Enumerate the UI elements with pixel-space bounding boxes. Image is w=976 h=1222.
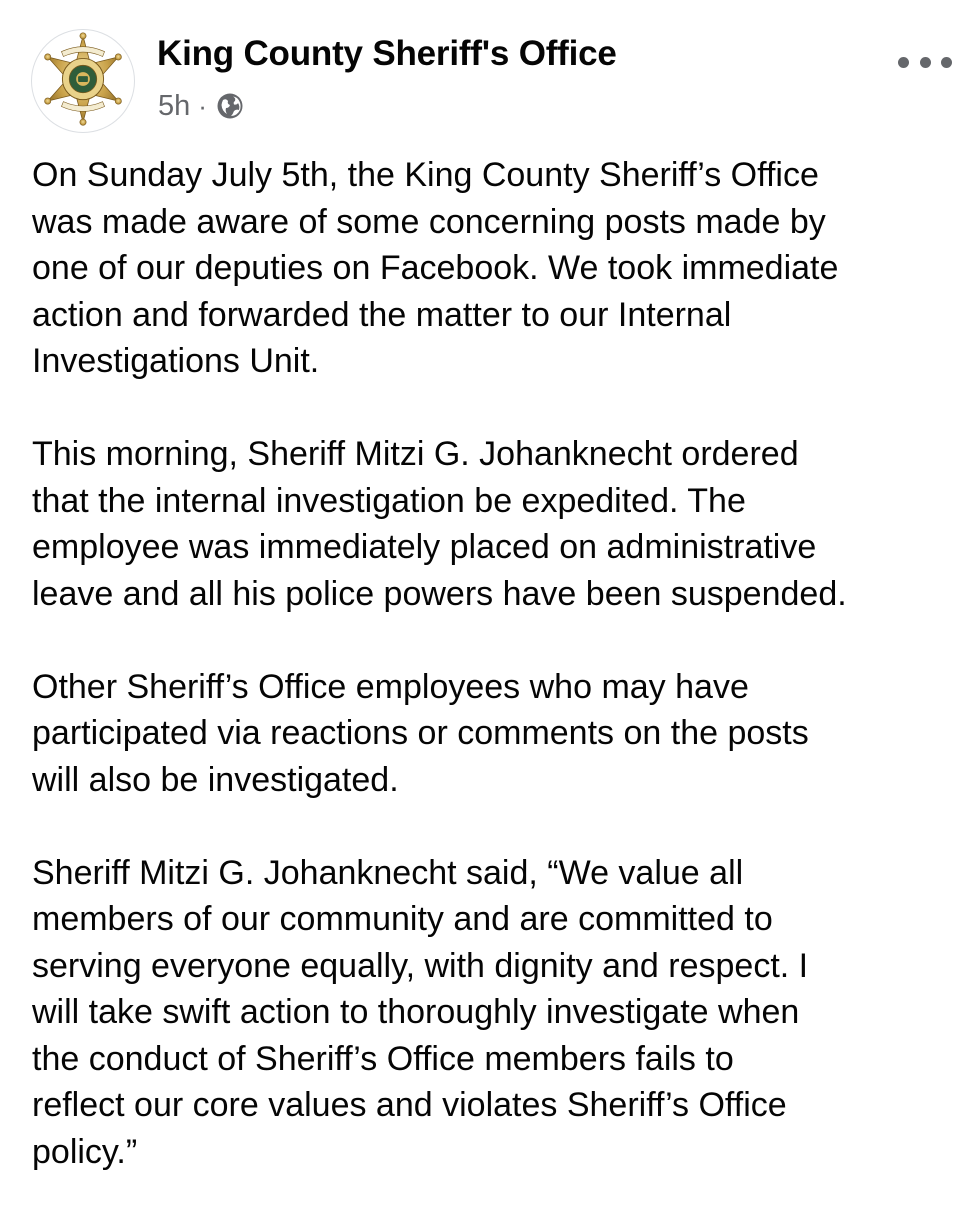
more-dot [898,57,909,68]
post-text-line: employee was immediately placed on administrative [32,528,817,566]
post-text-line: Investigations Unit. [32,342,320,380]
post-text-line: serving everyone equally, with dignity and respect. I [32,946,809,985]
post-text-line: that the internal investigation be expedited. The [32,481,746,520]
meta-separator: · [198,90,207,121]
post-text-line: On Sunday July 5th, the King County Sheriff’s Office [32,156,819,194]
post-paragraph-4 [32,850,962,1176]
post-text-line: Other Sheriff’s Office employees who may have [32,667,749,706]
post-paragraph-3 [32,664,962,804]
more-dot [941,57,952,68]
page-avatar[interactable] [31,29,135,133]
post-text-line: reflect our core values and violates Sheriff’s Office [32,1086,787,1124]
post-text-line: will take swift action to thoroughly investigate when [32,993,800,1031]
post-text-line: one of our deputies on Facebook. We took immediate [32,249,839,287]
post-text-line: was made aware of some concerning posts made by [32,202,826,241]
post-text-line: Sheriff Mitzi G. Johanknecht said, “We value all [32,853,744,892]
sheriff-badge-logo [32,30,134,132]
post-text-line: participated via reactions or comments on the posts [32,714,809,752]
more-options-icon[interactable] [898,45,952,79]
post-text-line: This morning, Sheriff Mitzi G. Johanknecht ordered [32,435,799,473]
more-dot [920,57,931,68]
post-meta [158,86,244,126]
post-timestamp[interactable]: 5h [158,89,191,122]
post-text-line: action and forwarded the matter to our Internal [32,295,732,334]
globe-icon[interactable] [216,92,244,120]
post-paragraph-1 [32,152,962,385]
page-name-link[interactable]: King County Sheriff's Office [157,34,617,73]
post-text-line: members of our community and are committed to [32,900,773,938]
post-body [32,152,962,1222]
post-text-line: policy.” [32,1132,138,1171]
post-text-line: the conduct of Sheriff’s Office members fails to [32,1039,734,1078]
post-text-line: leave and all his police powers have been suspended. [32,574,847,613]
post-paragraph-2 [32,431,962,617]
post-text-line: will also be investigated. [32,760,399,799]
